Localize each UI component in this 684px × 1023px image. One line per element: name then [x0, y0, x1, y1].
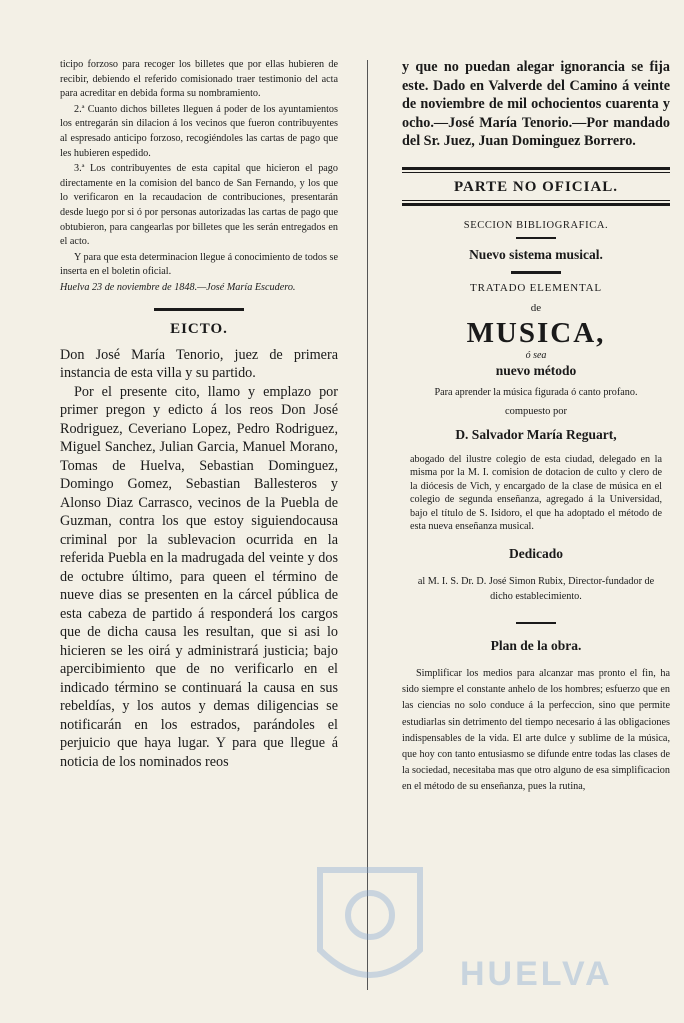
- parte-no-oficial-heading: PARTE NO OFICIAL.: [453, 178, 619, 195]
- watermark-text: HUELVA: [460, 955, 613, 993]
- left-column: [60, 58, 338, 771]
- double-rule-top: [402, 167, 670, 173]
- edicto-intro: Don José María Tenorio, juez de primera instancia de esta villa y su partido.: [60, 346, 338, 381]
- double-rule-bottom: [402, 200, 670, 206]
- dedicado-heading: Dedicado: [509, 546, 563, 562]
- edicto-conclusion: y que no puedan alegar ignorancia se fija este. Dado en Valverde del Camino á veinte de noviembre de mil ochocientos cuarenta y ocho.—José María Tenorio.—Por mandado del Sr. Juez, Juan Dominguez Borrero.: [402, 59, 670, 149]
- decree-paragraph: ticipo forzoso para recoger los billetes que por ellas hubieren de recibir, debiendo el referido comisionado traer testimonio del acta para acreditar en debida forma su nombramiento.: [60, 59, 338, 100]
- de-text: de: [530, 301, 542, 314]
- plan-heading: Plan de la obra.: [490, 638, 582, 654]
- edicto-text: Por el presente cito, llamo y emplazo por primer pregon y edicto á los reos Don José Rodriguez, Ceveriano Lopez, Pedro Rodriguez, Miguel Sanchez, Julian Garcia, Manuel Morano, Tomas de Huelva, Sebastian Dominguez, Domingo Gomez, Sebastian Ballesteros y Alonso Diaz Carrasco, vecinos de la Puebla de Guzman, contra los que estoy siguiendocausa criminal por la sublevacion ocurrida en la referida Puebla en la madrugada del veinte y dos de octubre último, para queen el término de nueve dias se presenten en la cárcel pública de esta cabeza de partido á responderá los cargos que de dicha causa les resultan, que si asi lo hicieren se les oirá y administrará justicia; bajo apercibimiento que de no verificarlo en el indicado término se continuará la causa en sus rebeldías, y los autos y demas diligencias se notificarán en los estrados, parándoles el perjuicio que haya lugar. Y para que llegue á noticia de los nominados reos: [60, 383, 338, 770]
- musica-title: MUSICA,: [466, 316, 606, 349]
- right-column: [402, 58, 670, 796]
- short-rule: [511, 271, 561, 274]
- nuevo-sistema-heading: Nuevo sistema musical.: [469, 246, 603, 262]
- plan-text: Simplificar los medios para alcanzar mas pronto el fin, ha sido siempre el constante anhelo de los hombres; esfuerzo que en las ciencias no solo conduce á la perfeccion, sino que permite estudiarlas sin detrimento del tiempo necesario á las obligaciones indispensables de la vida. El arte dulce y sublime de la música, que hoy con tanto entusiasmo se difunde entre todas las clases de la sociedad, necesitaba mas que otro alguno de esa simplificacion en el método de su enseñanza, pues la rutina,: [402, 668, 670, 793]
- author-bio: abogado del ilustre colegio de esta ciudad, delegado en la misma por la M. I. comision de dotacion de culto y clero de la diócesis de Vich, y encargado de la clase de música en el colegio de segunda enseñanza, agregado á la Universidad, bajo el título de S. Isidoro, el que ha adoptado el método de esta nueva enseñanza musical.: [410, 453, 662, 533]
- decree-paragraph: Y para que esta determinacion llegue á conocimiento de todos se inserta en el boletin oficial.: [60, 251, 338, 278]
- o-sea-text: ó sea: [525, 349, 547, 361]
- section-rule: [154, 308, 244, 311]
- column-divider: [367, 60, 368, 990]
- decree-paragraph: 3.ª Los contribuyentes de esta capital que hicieron el pago directamente en la comision del banco de San Fernando, y los que lo verificaron en la recaudacion de contribuciones, presentarán desde luego por si ó por personas autorizadas las cartas de pago que obtubieron, para cangearlas por billetes que les serán entregados en el acto.: [60, 163, 338, 248]
- decree-continuation: [60, 58, 338, 296]
- dedication-text: al M. I. S. Dr. D. José Simon Rubix, Director-fundador de dicho establecimiento.: [417, 576, 655, 603]
- nuevo-metodo-heading: nuevo método: [495, 362, 577, 378]
- para-aprender-text: Para aprender la música figurada ó canto profano.: [434, 386, 638, 398]
- edicto-heading: EICTO.: [170, 320, 228, 337]
- short-rule: [516, 237, 556, 239]
- short-rule: [516, 622, 556, 624]
- author-name: D. Salvador María Reguart,: [455, 426, 617, 442]
- decree-paragraph: 2.ª Cuanto dichos billetes lleguen á poder de los ayuntamientos los entregarán sin dilacion á los vecinos que fueron contribuyentes al espresado anticipo forzoso, recogiéndoles las cartas de pago que les hubieren espedido.: [60, 103, 338, 159]
- section-bibliografica: SECCION BIBLIOGRAFICA.: [463, 219, 609, 231]
- compuesto-por: compuesto por: [504, 405, 568, 417]
- tratado-elemental: TRATADO ELEMENTAL: [470, 281, 602, 294]
- decree-signoff: Huelva 23 de noviembre de 1848.—José María Escudero.: [60, 281, 296, 293]
- edicto-body: [60, 346, 338, 772]
